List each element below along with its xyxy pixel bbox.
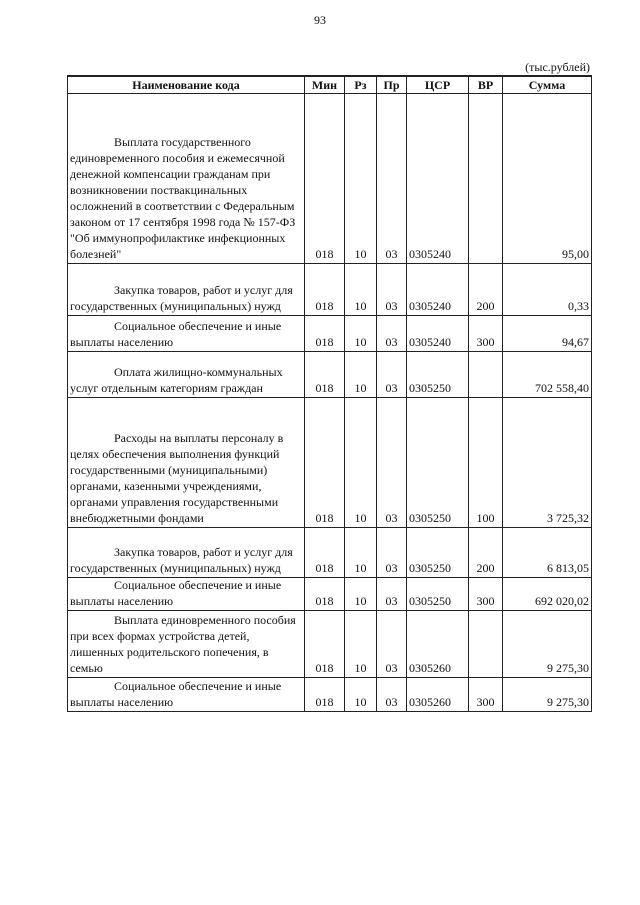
row-vr: 300: [469, 677, 503, 711]
row-name-cell: [68, 93, 305, 263]
row-min: 018: [305, 677, 345, 711]
row-csr: 0305250: [407, 397, 469, 527]
row-rz: 10: [345, 527, 377, 577]
row-rz: 10: [345, 397, 377, 527]
row-name-cell: [68, 677, 305, 711]
row-vr: [469, 351, 503, 397]
row-name: Выплата государственного единовременного пособия и ежемесячной денежной компенсации гражданам при возникновении поствакцинальных осложнений в соответствии с Федеральным законом от 17 сентября 1998 года № 157-ФЗ "Об иммунопрофилактике инфекционных болезней": [70, 135, 296, 261]
row-pr: 03: [377, 93, 407, 263]
row-csr: 0305240: [407, 263, 469, 315]
row-min: 018: [305, 93, 345, 263]
header-pr: Пр: [377, 76, 407, 93]
table-row: [68, 397, 592, 527]
table-row: [68, 315, 592, 351]
row-vr: 300: [469, 577, 503, 610]
row-csr: 0305260: [407, 610, 469, 677]
row-vr: 100: [469, 397, 503, 527]
row-sum: 95,00: [503, 93, 592, 263]
row-vr: 200: [469, 263, 503, 315]
header-min: Мин: [305, 76, 345, 93]
row-vr: 300: [469, 315, 503, 351]
row-name: Оплата жилищно-коммунальных услуг отдельным категориям граждан: [70, 364, 283, 395]
header-vr: ВР: [469, 76, 503, 93]
row-rz: 10: [345, 577, 377, 610]
row-sum: 9 275,30: [503, 677, 592, 711]
row-pr: 03: [377, 610, 407, 677]
row-rz: 10: [345, 677, 377, 711]
row-name: Закупка товаров, работ и услуг для государственных (муниципальных) нужд: [70, 544, 293, 575]
row-min: 018: [305, 397, 345, 527]
row-name: Выплата единовременного пособия при всех формах устройства детей, лишенных родительского попечения, в семью: [70, 612, 296, 675]
header-csr: ЦСР: [407, 76, 469, 93]
row-pr: 03: [377, 315, 407, 351]
row-pr: 03: [377, 397, 407, 527]
row-name: Закупка товаров, работ и услуг для государственных (муниципальных) нужд: [70, 282, 293, 313]
row-min: 018: [305, 263, 345, 315]
row-sum: 9 275,30: [503, 610, 592, 677]
table-row: [68, 263, 592, 315]
header-name: Наименование кода: [68, 76, 305, 93]
row-name-cell: [68, 610, 305, 677]
row-name: Социальное обеспечение и иные выплаты населению: [70, 577, 282, 608]
row-vr: 200: [469, 527, 503, 577]
row-name: Социальное обеспечение и иные выплаты населению: [70, 678, 282, 709]
row-name-cell: [68, 397, 305, 527]
table-row: [68, 677, 592, 711]
row-rz: 10: [345, 351, 377, 397]
row-min: 018: [305, 315, 345, 351]
row-name-cell: [68, 315, 305, 351]
units-label: (тыс.рублей): [525, 60, 590, 74]
row-csr: 0305240: [407, 93, 469, 263]
row-min: 018: [305, 351, 345, 397]
header-sum: Сумма: [503, 76, 592, 93]
row-pr: 03: [377, 527, 407, 577]
row-sum: 6 813,05: [503, 527, 592, 577]
row-name: Социальное обеспечение и иные выплаты населению: [70, 318, 282, 349]
row-sum: 0,33: [503, 263, 592, 315]
table-row: [68, 527, 592, 577]
budget-table: [67, 75, 592, 712]
row-csr: 0305240: [407, 315, 469, 351]
row-sum: 702 558,40: [503, 351, 592, 397]
row-min: 018: [305, 527, 345, 577]
row-pr: 03: [377, 677, 407, 711]
page-number: 93: [314, 13, 326, 27]
row-name-cell: [68, 263, 305, 315]
row-name-cell: [68, 577, 305, 610]
header-rz: Рз: [345, 76, 377, 93]
row-sum: 94,67: [503, 315, 592, 351]
row-csr: 0305260: [407, 677, 469, 711]
row-rz: 10: [345, 93, 377, 263]
row-min: 018: [305, 577, 345, 610]
row-rz: 10: [345, 610, 377, 677]
row-name: Расходы на выплаты персоналу в целях обеспечения выполнения функций государственными (муниципальными) органами, казенными учреждениями, органами управления государственными внебюджетными фондами: [70, 431, 284, 525]
table-row: [68, 577, 592, 610]
table-row: [68, 610, 592, 677]
row-csr: 0305250: [407, 351, 469, 397]
row-csr: 0305250: [407, 577, 469, 610]
row-rz: 10: [345, 315, 377, 351]
row-pr: 03: [377, 351, 407, 397]
row-min: 018: [305, 610, 345, 677]
row-vr: [469, 93, 503, 263]
row-pr: 03: [377, 263, 407, 315]
table-row: [68, 351, 592, 397]
table-header-row: [68, 76, 592, 93]
row-rz: 10: [345, 263, 377, 315]
row-vr: [469, 610, 503, 677]
row-sum: 692 020,02: [503, 577, 592, 610]
row-name-cell: [68, 351, 305, 397]
row-sum: 3 725,32: [503, 397, 592, 527]
row-pr: 03: [377, 577, 407, 610]
table-row: [68, 93, 592, 263]
row-name-cell: [68, 527, 305, 577]
row-csr: 0305250: [407, 527, 469, 577]
